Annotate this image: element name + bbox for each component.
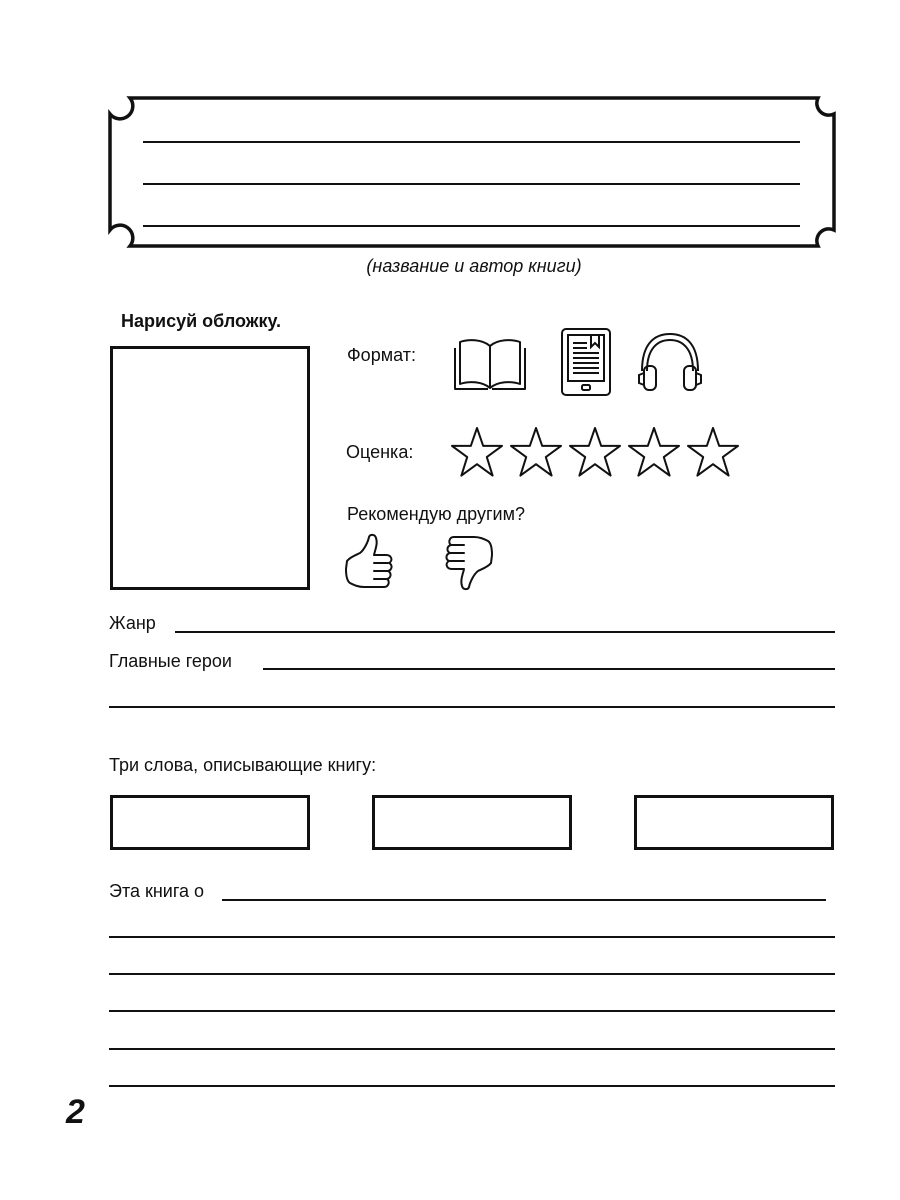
star-icon-5[interactable] [688,428,738,476]
open-book-icon[interactable] [452,336,528,392]
headphones-icon[interactable] [637,331,703,395]
e-reader-icon[interactable] [560,327,612,397]
about-label: Эта книга о [109,881,205,901]
about-line-2[interactable] [109,936,835,938]
about-line-4[interactable] [109,1010,835,1012]
three-words-label: Три слова, описывающие книгу: [109,755,377,775]
heroes-line-1[interactable] [263,668,835,670]
thumbs-down-icon[interactable] [442,533,494,591]
star-icon-2[interactable] [511,428,561,476]
genre-label: Жанр [109,613,156,633]
word-box-1[interactable] [110,795,310,850]
cover-drawing-box[interactable] [110,346,310,590]
cover-label: Нарисуй обложку. [121,311,281,331]
about-line-6[interactable] [109,1085,835,1087]
thumbs-up-icon[interactable] [344,533,396,591]
about-line-5[interactable] [109,1048,835,1050]
title-line-1[interactable] [143,141,800,143]
heroes-line-2[interactable] [109,706,835,708]
star-icon-4[interactable] [629,428,679,476]
title-caption: (название и автор книги) [366,256,582,276]
about-line-1[interactable] [222,899,826,901]
rating-label: Оценка: [346,442,414,462]
star-icon-1[interactable] [452,428,502,476]
page-number: 2 [66,1093,85,1131]
title-line-3[interactable] [143,225,800,227]
title-frame [0,0,900,260]
star-icon-3[interactable] [570,428,620,476]
word-box-3[interactable] [634,795,834,850]
recommend-label: Рекомендую другим? [347,504,525,524]
genre-line[interactable] [175,631,835,633]
about-line-3[interactable] [109,973,835,975]
heroes-label: Главные герои [109,651,232,671]
word-box-2[interactable] [372,795,572,850]
rating-stars [448,424,748,480]
title-line-2[interactable] [143,183,800,185]
format-label: Формат: [347,345,416,365]
